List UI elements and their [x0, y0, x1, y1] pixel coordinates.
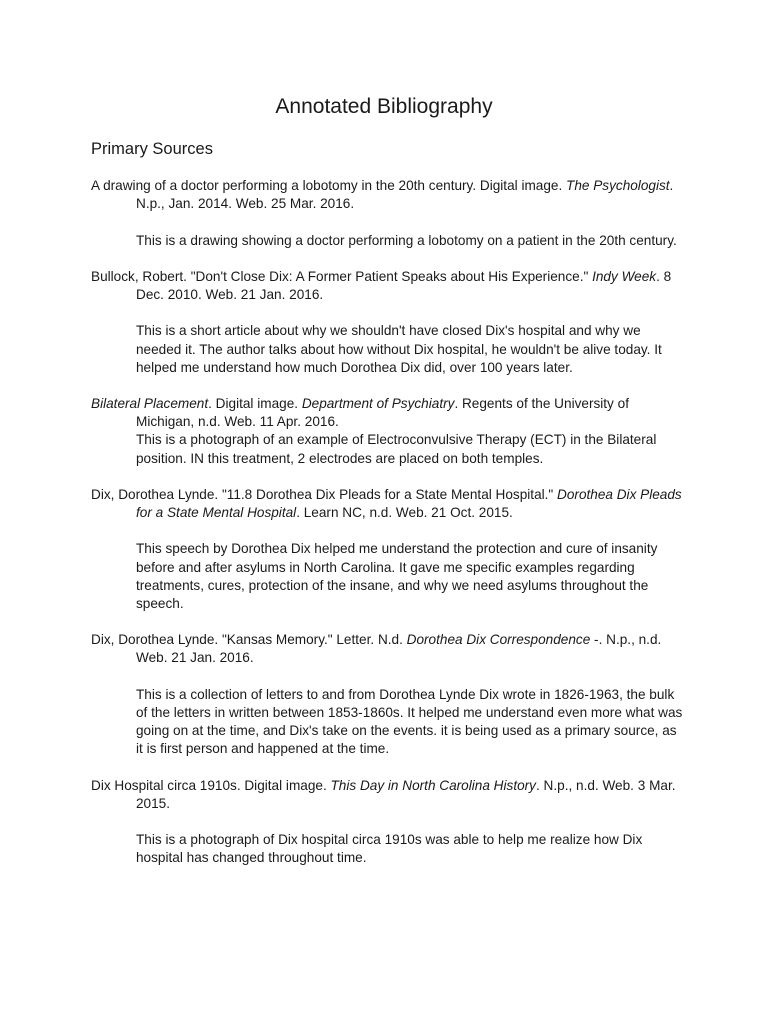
citation-text: A drawing of a doctor performing a lobotomy in the 20th century. Digital image.: [91, 178, 567, 193]
citation: [91, 631, 683, 667]
annotation: This is a short article about why we shouldn't have closed Dix's hospital and why we needed it. The author talks about how without Dix hospital, he wouldn't be alive today. It helped me understand how much Dorothea Dix did, over 100 years later.: [136, 323, 662, 375]
citation-title: Indy Week: [592, 268, 657, 284]
bibliography-entry: [91, 631, 683, 758]
citation-text: . Learn NC, n.d. Web. 21 Oct. 2015.: [296, 505, 513, 521]
section-heading: Primary Sources: [91, 140, 213, 158]
bibliography-list: [91, 177, 683, 886]
citation-text: . 8 Dec. 2010. Web. 21 Jan. 2016.: [136, 268, 672, 302]
citation-title: Department of Psychiatry: [301, 396, 455, 411]
citation-text: Dix, Dorothea Lynde. "11.8 Dorothea Dix Pleads for a State Mental Hospital.": [91, 486, 558, 502]
citation: [91, 268, 683, 304]
annotation: This is a drawing showing a doctor performing a lobotomy on a patient in the 20th century.: [136, 232, 677, 248]
citation-title: Dorothea Dix Pleads for a State Mental Hospital: [136, 486, 682, 521]
annotation: This is a photograph of an example of Electroconvulsive Therapy (ECT) in the Bilateral position. IN this treatment, 2 electrodes are placed on both temples.: [136, 432, 657, 466]
bibliography-entry: [91, 177, 683, 250]
citation: [91, 395, 683, 431]
citation-text: . N.p., n.d. Web. 3 Mar. 2015.: [136, 777, 676, 811]
citation-text: . Regents of the University of Michigan, n.d. Web. 11 Apr. 2016.: [136, 396, 629, 430]
document-title: Annotated Bibliography: [275, 95, 493, 118]
citation: [91, 777, 683, 813]
annotation: This speech by Dorothea Dix helped me understand the protection and cure of insanity before and after asylums in North Carolina. It gave me specific examples regarding treatments, cures, protection of the insane, and why we need asylums throughout the speech.: [136, 541, 658, 612]
citation-title: Dorothea Dix Correspondence: [406, 632, 591, 648]
citation-title: Bilateral Placement: [91, 396, 209, 411]
citation-text: . N.p., Jan. 2014. Web. 25 Mar. 2016.: [136, 178, 674, 212]
bibliography-entry: [91, 486, 683, 613]
citation: [91, 177, 683, 213]
bibliography-entry: [91, 395, 683, 468]
citation-text: -. N.p., n.d. Web. 21 Jan. 2016.: [136, 632, 662, 666]
citation: [91, 486, 683, 522]
citation-title: The Psychologist: [566, 178, 670, 193]
bibliography-entry: [91, 268, 683, 377]
annotation: This is a photograph of Dix hospital circa 1910s was able to help me realize how Dix hospital has changed throughout time.: [136, 832, 643, 866]
citation-text: Bullock, Robert. "Don't Close Dix: A Former Patient Speaks about His Experience.": [91, 268, 593, 284]
bibliography-entry: [91, 777, 683, 868]
citation-text: . Digital image.: [208, 396, 302, 411]
annotation: This is a collection of letters to and from Dorothea Lynde Dix wrote in 1826-1963, the bulk of the letters in written between 1853-1860s. It helped me understand even more what was going on at the time, and Dix's take on the events. it is being used as a primary source, as it is first person and happened at the time.: [136, 686, 683, 757]
citation-text: Dix Hospital circa 1910s. Digital image.: [91, 777, 331, 793]
citation-title: This Day in North Carolina History: [330, 777, 536, 793]
citation-text: Dix, Dorothea Lynde. "Kansas Memory." Letter. N.d.: [91, 632, 407, 648]
